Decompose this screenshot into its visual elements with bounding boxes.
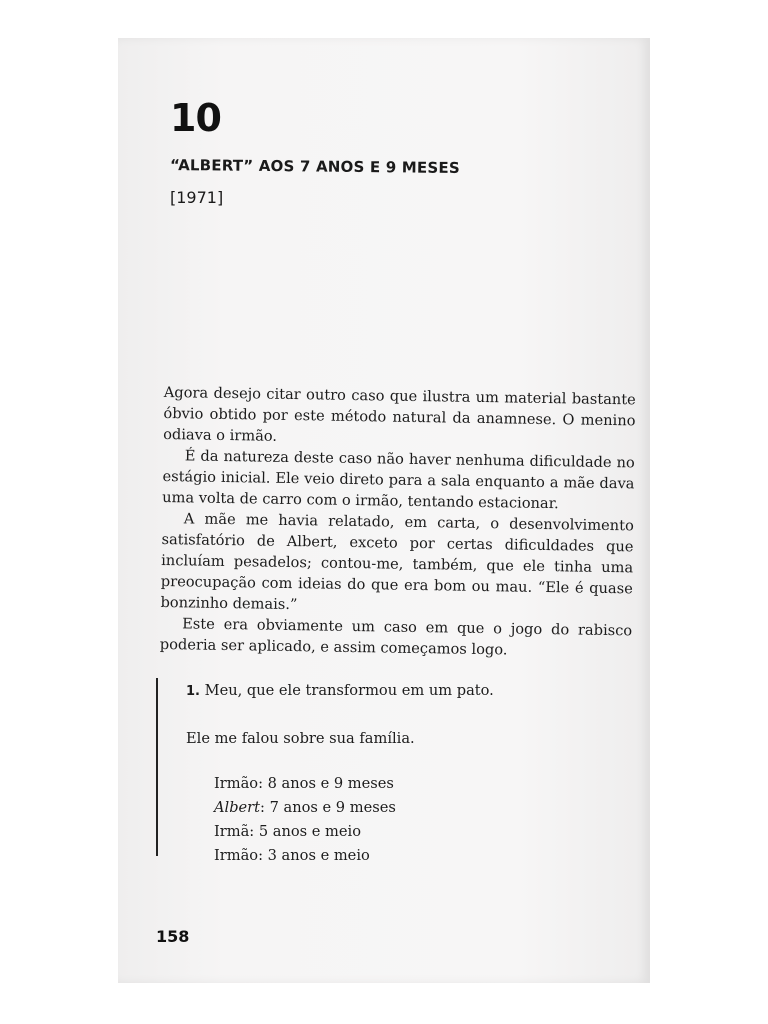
body-text: [160, 382, 636, 662]
page-number: 158: [156, 927, 190, 946]
member-name: Albert: [214, 799, 261, 816]
member-age: : 5 anos e meio: [249, 823, 361, 840]
paragraph: A mãe me havia relatado, em carta, o desenvolvimento satisfatório de Albert, exceto por certas dificuldades que incluíam pesadelos; contou-me, também, que ele tinha uma preocupação com ideias do que era bom ou mau. “Ele é quase bonzinho demais.”: [160, 510, 634, 614]
quote-bar: [156, 678, 158, 856]
member-age: : 8 anos e 9 meses: [258, 775, 394, 792]
member-name: Irmão: [214, 847, 259, 864]
paragraph: Agora desejo citar outro caso que ilustra um material bastante óbvio obtido por este método natural da anamnese. O menino odiava o irmão.: [163, 383, 636, 445]
paragraph: Este era obviamente um caso em que o jogo do rabisco poderia ser aplicado, e assim começamos logo.: [159, 615, 633, 659]
paragraph: É da natureza deste caso não haver nenhuma dificuldade no estágio inicial. Ele veio direto para a sala enquanto a mãe dava uma volta de carro com o irmão, tentando estacionar.: [162, 447, 635, 513]
member-name: Irmão: [214, 775, 259, 792]
family-member: [214, 772, 396, 796]
note-text: Meu, que ele transformou em um pato.: [204, 682, 494, 699]
member-age: : 7 anos e 9 meses: [260, 799, 396, 816]
chapter-title: “ALBERT” AOS 7 ANOS E 9 MESES: [169, 156, 460, 178]
family-member: [214, 844, 396, 868]
member-name: Irmã: [214, 823, 250, 840]
note-number: 1.: [186, 684, 200, 699]
family-member: [214, 796, 396, 820]
family-list: [214, 772, 396, 868]
note-item: [186, 680, 606, 702]
chapter-number: 10: [170, 96, 221, 140]
chapter-year: [1971]: [170, 188, 224, 207]
family-member: [214, 820, 396, 844]
family-intro: Ele me falou sobre sua família.: [186, 730, 415, 747]
case-notes: [186, 680, 606, 749]
member-age: : 3 anos e meio: [258, 847, 370, 864]
